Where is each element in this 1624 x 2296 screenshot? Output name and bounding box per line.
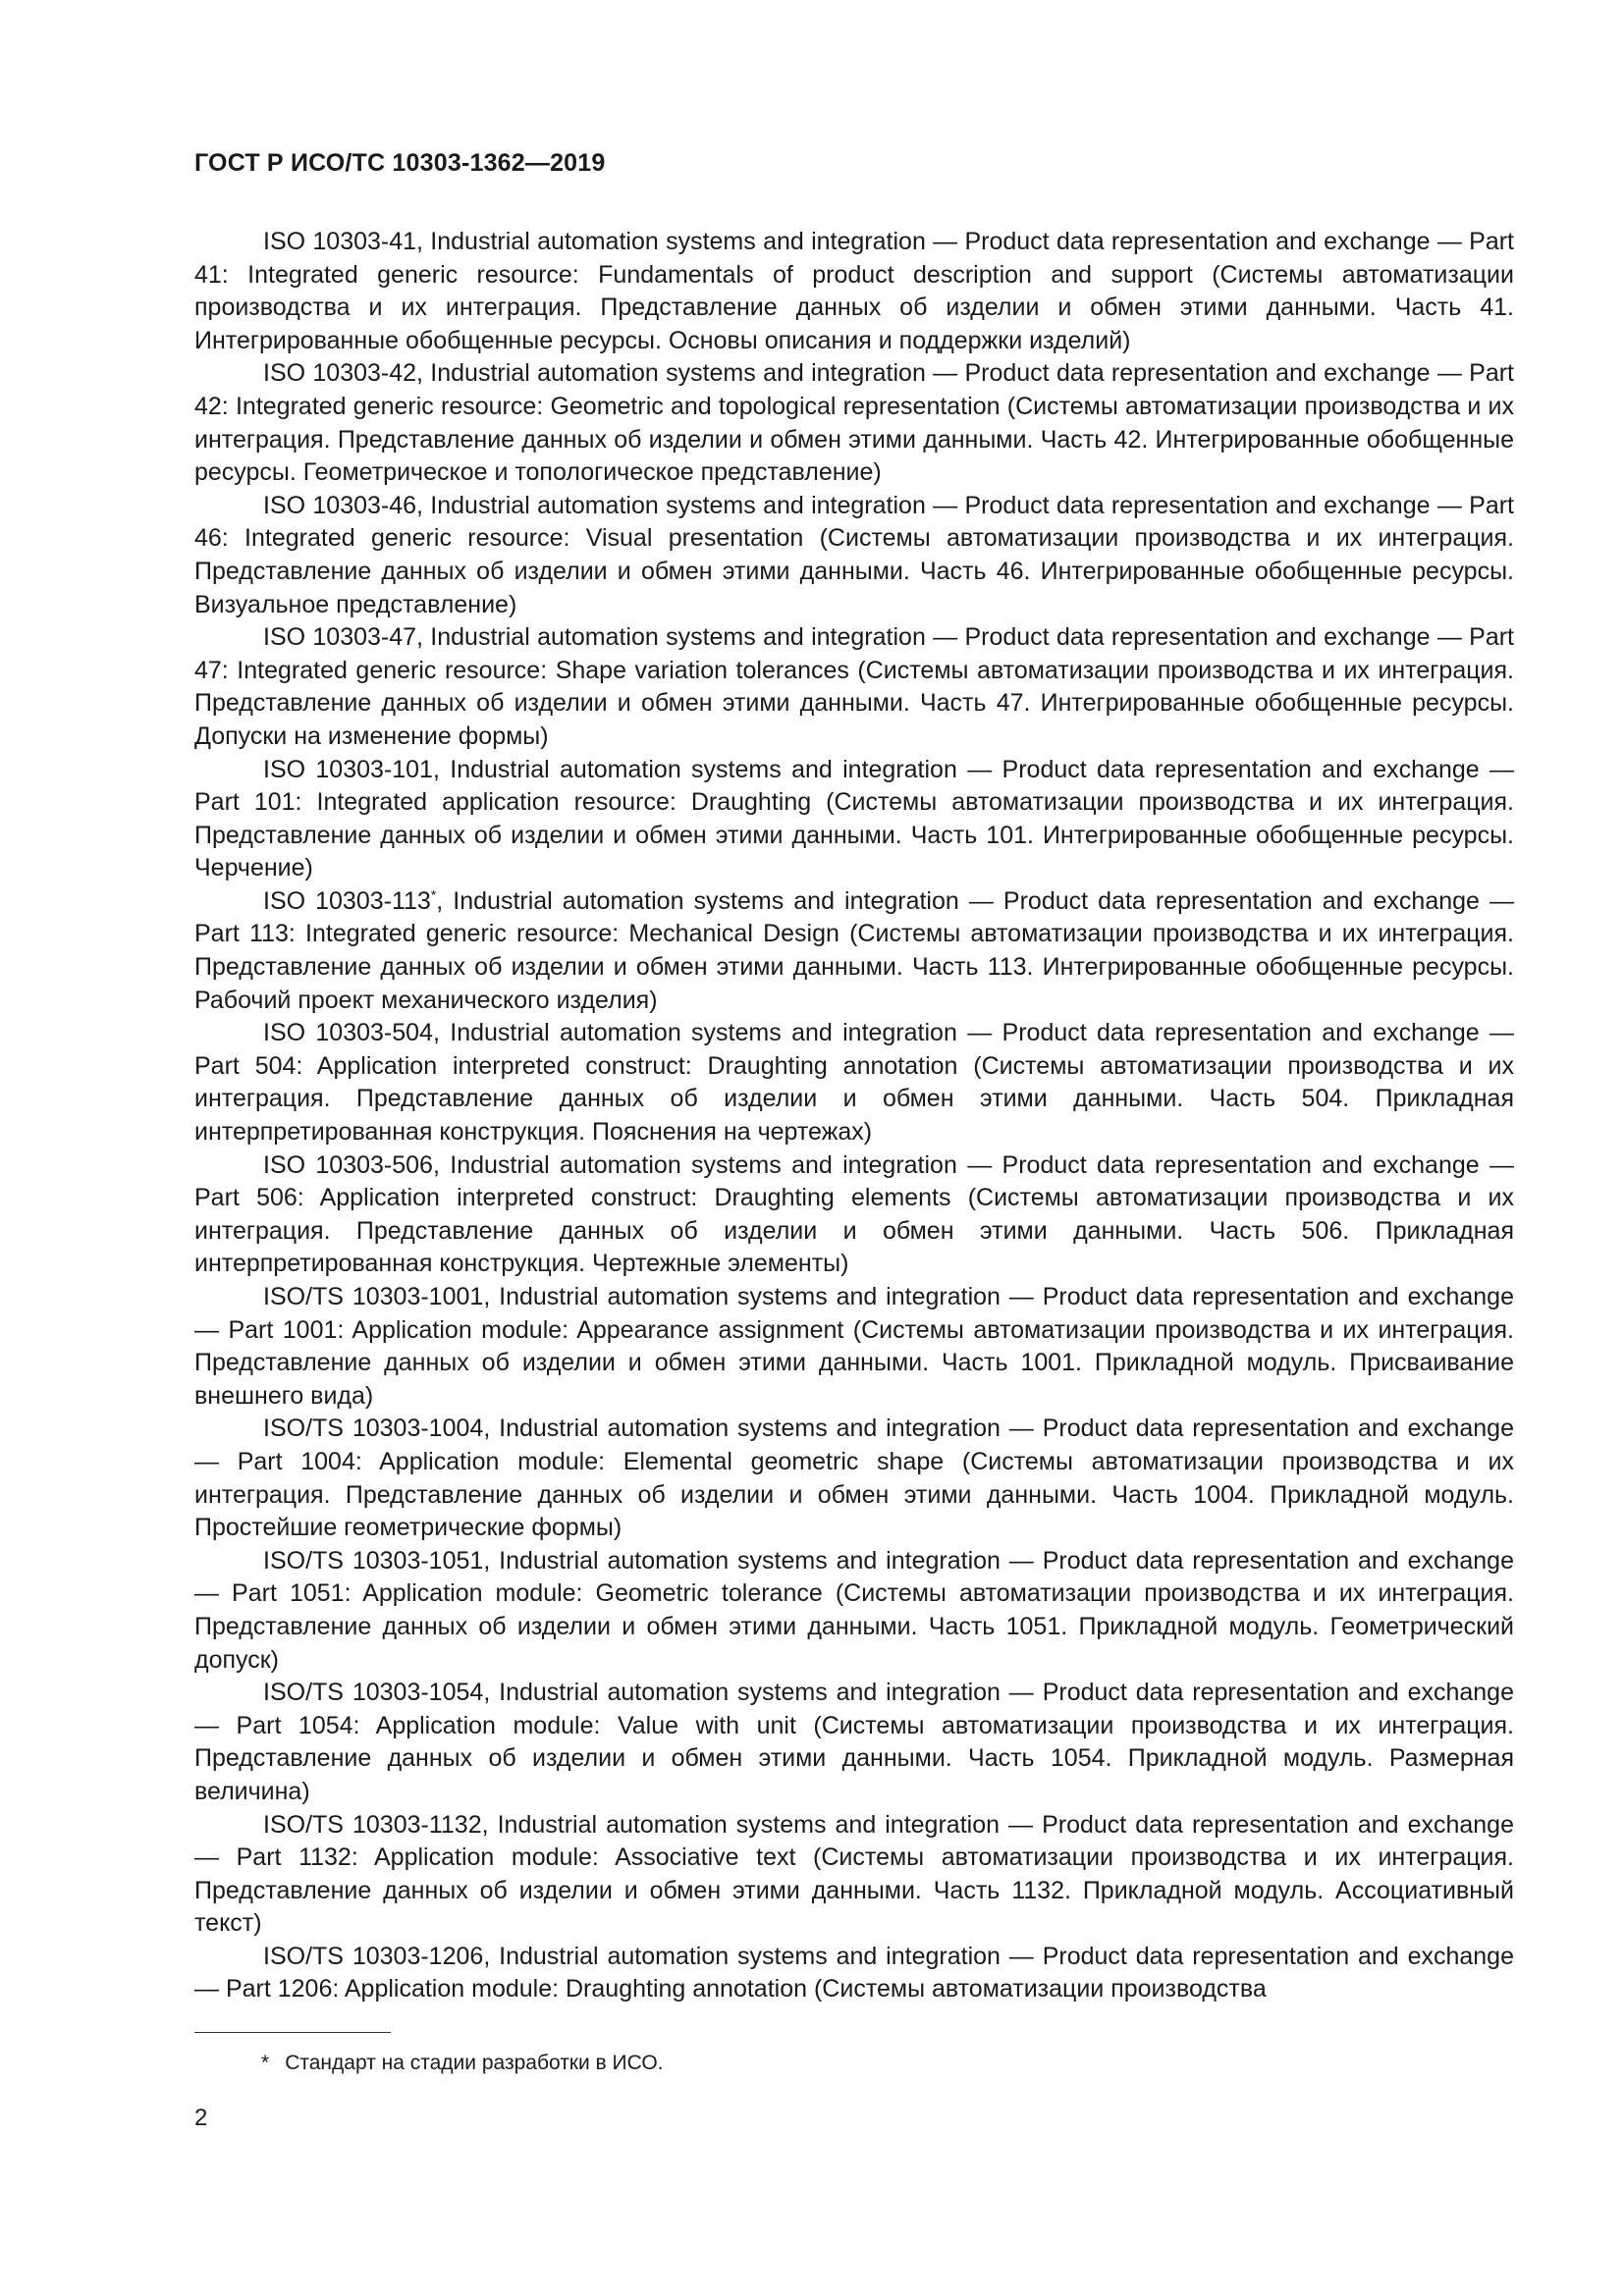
reference-code: ISO/TS 10303-1132 — [263, 1810, 482, 1839]
reference-text: , Industrial automation systems and integration — Product data representation and exchange — Part 1054: Application module: Value with unit (Системы автоматизации производства и их интеграция. Представление данных об изделии и обмен этими данными. Часть 1054. Прикладной модуль. Размерная величина) — [194, 1679, 1514, 1805]
reference-code: ISO 10303-113 — [263, 886, 431, 915]
reference-code: ISO 10303-46 — [263, 491, 417, 519]
reference-code: ISO/TS 10303-1054 — [263, 1679, 484, 1707]
document-header: ГОСТ Р ИСО/ТС 10303-1362—2019 — [194, 149, 606, 177]
reference-text: , Industrial automation systems and integration — Product data representation and exchange — Part 1132: Application module: Associative text (Системы автоматизации производства и их интеграция. Представление данных об изделии и обмен этими данными. Часть 1132. Прикладной модуль. Ассоциативный текст) — [194, 1810, 1514, 1938]
reference-item — [194, 1413, 1514, 1544]
reference-item — [194, 1941, 1514, 2006]
footnote — [261, 2052, 664, 2075]
reference-item — [194, 621, 1514, 753]
reference-item — [194, 1809, 1514, 1941]
reference-item — [194, 226, 1514, 357]
footnote-text: Стандарт на стадии разработки в ИСО. — [285, 2052, 664, 2074]
reference-text: , Industrial automation systems and integration — Product data representation and exchange — Part 1004: Application module: Elemental geometric shape (Системы автоматизации производства и их интеграция. Представление данных об изделии и обмен этими данными. Часть 1004. Прикладной модуль. Простейшие геометрические формы) — [194, 1415, 1514, 1542]
reference-text: , Industrial automation systems and integration — Product data representation and exchange — Part 506: Application interpreted construct: Draughting elements (Системы автоматизации производства и их интеграция. Представление данных об изделии и обмен этими данными. Часть 506. Прикладная интерпретированная конструкция. Чертежные элементы) — [194, 1150, 1514, 1278]
reference-item — [194, 490, 1514, 621]
reference-text: , Industrial automation systems and integration — Product data representation and exchange — Part 1051: Application module: Geometric tolerance (Системы автоматизации производства и их интеграция. Представление данных об изделии и обмен этими данными. Часть 1051. Прикладной модуль. Геометрический допуск) — [194, 1546, 1514, 1674]
reference-item — [194, 885, 1514, 1017]
reference-text: , Industrial automation systems and integration — Product data representation and exchange — Part 41: Integrated generic resource: Fundamentals of product description and support (Системы автоматизации производства и их интеграция. Представление данных об изделии и обмен этими данными. Часть 41. Интегрированные обобщенные ресурсы. Основы описания и поддержки изделий) — [194, 228, 1514, 354]
reference-code: ISO 10303-506 — [263, 1150, 433, 1179]
page-number: 2 — [194, 2105, 208, 2131]
reference-list — [194, 226, 1514, 2006]
reference-text: , Industrial automation systems and integration — Product data representation and exchange — Part 504: Application interpreted construct: Draughting annotation (Системы автоматизации производства и их интеграция. Представление данных об изделии и обмен этими данными. Часть 504. Прикладная интерпретированная конструкция. Пояснения на чертежах) — [194, 1019, 1514, 1147]
reference-code: ISO/TS 10303-1001 — [263, 1283, 484, 1310]
reference-item — [194, 1017, 1514, 1148]
reference-code: ISO 10303-101 — [263, 755, 433, 783]
reference-code: ISO 10303-47 — [263, 623, 417, 652]
footnote-mark: * — [261, 2052, 270, 2074]
reference-code: ISO/TS 10303-1206 — [263, 1942, 484, 1970]
reference-item — [194, 1677, 1514, 1808]
reference-text: , Industrial automation systems and integration — Product data representation and exchange — Part 113: Integrated generic resource: Mechanical Design (Системы автоматизации производства и их интеграция. Представление данных об изделии и обмен этими данными. Часть 113. Интегрированные обобщенные ресурсы. Рабочий проект механического изделия) — [194, 886, 1514, 1014]
footnote-reference-mark: * — [430, 886, 437, 903]
reference-item — [194, 1149, 1514, 1281]
reference-code: ISO 10303-504 — [263, 1019, 433, 1047]
reference-text: , Industrial automation systems and integration — Product data representation and exchange — Part 47: Integrated generic resource: Shape variation tolerances (Системы автоматизации производства и их интеграция. Представление данных об изделии и обмен этими данными. Часть 47. Интегрированные обобщенные ресурсы. Допуски на изменение формы) — [194, 623, 1514, 750]
reference-code: ISO 10303-41 — [263, 228, 417, 255]
reference-item — [194, 1545, 1514, 1677]
reference-item — [194, 1281, 1514, 1413]
reference-code: ISO/TS 10303-1004 — [263, 1415, 484, 1443]
reference-item — [194, 357, 1514, 489]
reference-text: , Industrial automation systems and integration — Product data representation and exchange — Part 101: Integrated application resource: Draughting (Системы автоматизации производства и их интеграция. Представление данных об изделии и обмен этими данными. Часть 101. Интегрированные обобщенные ресурсы. Черчение) — [194, 755, 1514, 882]
reference-text: , Industrial automation systems and integration — Product data representation and exchange — Part 1001: Application module: Appearance assignment (Системы автоматизации производства и их интеграция. Представление данных об изделии и обмен этими данными. Часть 1001. Прикладной модуль. Присваивание внешнего вида) — [194, 1283, 1514, 1410]
reference-text: , Industrial automation systems and integration — Product data representation and exchange — Part 1206: Application module: Draughting annotation (Системы автоматизации производства — [194, 1942, 1514, 2003]
reference-code: ISO 10303-42 — [263, 359, 417, 388]
reference-text: , Industrial automation systems and integration — Product data representation and exchange — Part 42: Integrated generic resource: Geometric and topological representation (Системы автоматизации производства и их интеграция. Представление данных об изделии и обмен этими данными. Часть 42. Интегрированные обобщенные ресурсы. Геометрическое и топологическое представление) — [194, 359, 1514, 487]
footnote-divider — [194, 2032, 391, 2033]
reference-item — [194, 754, 1514, 885]
reference-text: , Industrial automation systems and integration — Product data representation and exchange — Part 46: Integrated generic resource: Visual presentation (Системы автоматизации производства и их интеграция. Представление данных об изделии и обмен этими данными. Часть 46. Интегрированные обобщенные ресурсы. Визуальное представление) — [194, 491, 1514, 618]
reference-code: ISO/TS 10303-1051 — [263, 1546, 484, 1575]
